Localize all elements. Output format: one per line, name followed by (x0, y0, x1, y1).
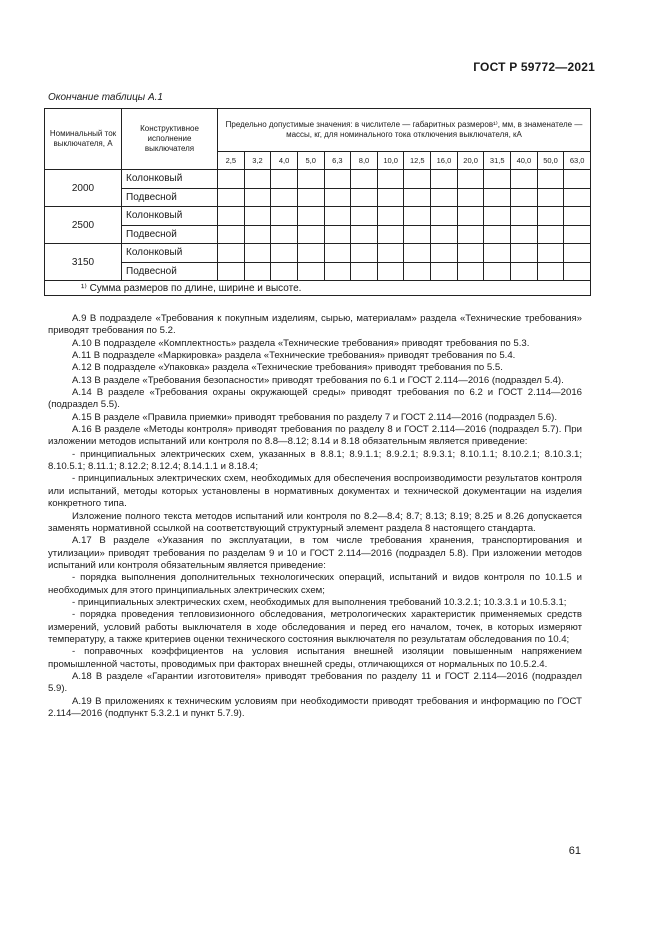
value-cell (431, 188, 458, 207)
breaking-current-cell: 16,0 (431, 151, 458, 169)
value-cell (218, 244, 245, 263)
value-cell (324, 262, 351, 281)
value-cell (457, 262, 484, 281)
value-cell (537, 244, 564, 263)
paragraph: А.15 В разделе «Правила приемки» приводят требования по разделу 7 и ГОСТ 2.114—2016 (подраздел 5.6). (72, 411, 557, 423)
breaking-current-cell: 4,0 (271, 151, 298, 169)
execution-cell: Колонковый (122, 244, 218, 263)
value-cell (484, 244, 511, 263)
paragraph: - принципиальных электрических схем, необходимых для выполнения требований 10.3.2.1; 10.3.3.1 и 10.5.3.1; (72, 596, 567, 608)
breaking-current-cell: 6,3 (324, 151, 351, 169)
value-cell (244, 207, 271, 226)
value-cell (377, 225, 404, 244)
value-cell (271, 225, 298, 244)
breaking-current-cell: 40,0 (511, 151, 538, 169)
paragraph: А.9 В подразделе «Требования к покупным изделиям, сырью, материалам» раздела «Технические требования» приводят требования по 5.2. (48, 313, 582, 337)
header-execution: Конструктивное исполнение выключателя (122, 109, 218, 170)
value-cell (271, 262, 298, 281)
value-cell (244, 170, 271, 189)
breaking-current-cell: 10,0 (377, 151, 404, 169)
table-caption: Окончание таблицы А.1 (48, 92, 163, 103)
breaking-current-cell: 2,5 (218, 151, 245, 169)
value-cell (218, 225, 245, 244)
value-cell (511, 188, 538, 207)
paragraph: А.12 В подразделе «Упаковка» раздела «Технические требования» приводят требования по 5.5. (72, 362, 503, 374)
value-cell (351, 262, 378, 281)
value-cell (457, 188, 484, 207)
execution-cell: Подвесной (122, 225, 218, 244)
breaking-current-cell: 12,5 (404, 151, 431, 169)
footnote-row (45, 281, 591, 296)
value-cell (244, 225, 271, 244)
value-cell (431, 207, 458, 226)
value-cell (511, 244, 538, 263)
paragraph: А.14 В разделе «Требования охраны окружающей среды» приводят требования по 6.2 и ГОСТ 2.114—2016 (подраздел 5.5). (48, 387, 582, 411)
value-cell (457, 244, 484, 263)
value-cell (351, 207, 378, 226)
value-cell (484, 225, 511, 244)
rated-current-cell: 2500 (45, 207, 122, 244)
body-text (48, 313, 582, 720)
value-cell (564, 262, 591, 281)
value-cell (564, 244, 591, 263)
value-cell (377, 170, 404, 189)
value-cell (297, 225, 324, 244)
value-cell (511, 262, 538, 281)
value-cell (324, 170, 351, 189)
value-cell (564, 188, 591, 207)
table-row (45, 188, 591, 207)
paragraph: - принципиальных электрических схем, необходимых для обеспечения воспроизводимости результатов контроля или испытаний, методы которых установлены в нормативных документах и технической документации на изделия конкретного типа. (48, 473, 582, 510)
value-cell (244, 244, 271, 263)
breaking-current-cell: 3,2 (244, 151, 271, 169)
value-cell (404, 207, 431, 226)
value-cell (244, 188, 271, 207)
paragraph: - порядка проведения тепловизионного обследования, метрологических характеристик применяемых средств измерений, условий работы выключателя в ходе обследования и перед его началом, точек, в которых измеряют температуру, а также критериев оценки технического состояния выключателя по результатам обследования по 10.4; (48, 609, 582, 645)
value-cell (324, 244, 351, 263)
value-cell (218, 207, 245, 226)
table-header-row (45, 109, 591, 152)
value-cell (537, 262, 564, 281)
value-cell (537, 207, 564, 226)
rated-current-cell: 3150 (45, 244, 122, 281)
value-cell (351, 170, 378, 189)
execution-cell: Подвесной (122, 262, 218, 281)
value-cell (297, 207, 324, 226)
value-cell (218, 170, 245, 189)
value-cell (351, 244, 378, 263)
table-row (45, 225, 591, 244)
table-row (45, 262, 591, 281)
value-cell (351, 225, 378, 244)
value-cell (404, 170, 431, 189)
paragraph: А.17 В разделе «Указания по эксплуатации, в том числе требования хранения, транспортирования и утилизации» приводят требования по разделам 9 и 10 и ГОСТ 2.114—2016 (подраздел 5.8). При изложении методов испытаний или контроля обязательным является приведение: (48, 535, 582, 571)
paragraph: А.18 В разделе «Гарантии изготовителя» приводят требования по разделу 11 и ГОСТ 2.114—2016 (подраздел 5.9). (48, 670, 582, 695)
table-footnote: ¹⁾ Сумма размеров по длине, ширине и высоте. (45, 281, 591, 296)
value-cell (484, 188, 511, 207)
value-cell (351, 188, 378, 207)
table-row (45, 244, 591, 263)
value-cell (271, 170, 298, 189)
value-cell (564, 225, 591, 244)
paragraph: А.11 В подразделе «Маркировка» раздела «Технические требования» приводят требования по 5.4. (72, 350, 516, 362)
breaking-current-cell: 31,5 (484, 151, 511, 169)
value-cell (457, 207, 484, 226)
value-cell (457, 225, 484, 244)
value-cell (404, 262, 431, 281)
value-cell (271, 244, 298, 263)
value-cell (324, 225, 351, 244)
execution-cell: Подвесной (122, 188, 218, 207)
value-cell (271, 188, 298, 207)
dimensions-table (44, 108, 591, 296)
value-cell (404, 244, 431, 263)
value-cell (431, 170, 458, 189)
value-cell (377, 262, 404, 281)
paragraph: А.19 В приложениях к техническим условиям при необходимости приводят требования и информацию по ГОСТ 2.114—2016 (подпункт 5.3.2.1 и пункт 5.7.9). (48, 695, 582, 719)
standard-designation: ГОСТ Р 59772—2021 (473, 60, 595, 74)
paragraph: А.16 В разделе «Методы контроля» приводят требования по разделу 8 и ГОСТ 2.114—2016 (подраздел 5.7). При изложении методов испытаний или контроля по 8.8—8.12; 8.14 и 8.18 обязательным является приведение: (48, 424, 582, 448)
value-cell (377, 244, 404, 263)
value-cell (484, 262, 511, 281)
table-row (45, 170, 591, 189)
page-number: 61 (568, 845, 581, 857)
value-cell (244, 262, 271, 281)
value-cell (564, 207, 591, 226)
value-cell (564, 170, 591, 189)
value-cell (484, 207, 511, 226)
value-cell (537, 188, 564, 207)
header-limits: Предельно допустимые значения: в числителе — габаритных размеров¹⁾, мм, в знаменателе — массы, кг, для номинального тока отключения выключателя, кА (218, 109, 591, 152)
value-cell (324, 188, 351, 207)
value-cell (404, 225, 431, 244)
breaking-current-cell: 63,0 (564, 151, 591, 169)
value-cell (297, 188, 324, 207)
paragraph: - поправочных коэффициентов на условия испытания внешней изоляции повышенным напряжением промышленной частоты, проводимых при факторах внешней среды, отличающихся от нормальных по 10.5.2.4. (48, 646, 582, 670)
value-cell (271, 207, 298, 226)
value-cell (297, 170, 324, 189)
breaking-current-cell: 50,0 (537, 151, 564, 169)
value-cell (431, 262, 458, 281)
breaking-current-cell: 8,0 (351, 151, 378, 169)
value-cell (377, 207, 404, 226)
paragraph: Изложение полного текста методов испытаний или контроля по 8.2—8.4; 8.7; 8.13; 8.19; 8.25 и 8.26 допускается заменять нормативной ссылкой на соответствующий структурный элемент раздела 8 настоящего стандарта. (48, 510, 582, 534)
value-cell (297, 262, 324, 281)
execution-cell: Колонковый (122, 170, 218, 189)
value-cell (377, 188, 404, 207)
value-cell (484, 170, 511, 189)
rated-current-cell: 2000 (45, 170, 122, 207)
value-cell (511, 170, 538, 189)
header-rated-current: Номинальный ток выключателя, А (45, 109, 122, 170)
value-cell (457, 170, 484, 189)
value-cell (537, 225, 564, 244)
execution-cell: Колонковый (122, 207, 218, 226)
value-cell (511, 207, 538, 226)
value-cell (297, 244, 324, 263)
value-cell (324, 207, 351, 226)
value-cell (404, 188, 431, 207)
paragraph: А.10 В подразделе «Комплектность» раздела «Технические требования» приводят требования по 5.3. (72, 337, 530, 349)
value-cell (537, 170, 564, 189)
value-cell (218, 262, 245, 281)
paragraph: - порядка выполнения дополнительных технологических операций, испытаний и видов контроля по 10.1.5 и необходимых для этого принципиальных электрических схем; (48, 572, 582, 596)
value-cell (431, 244, 458, 263)
breaking-current-cell: 20,0 (457, 151, 484, 169)
paragraph: - принципиальных электрических схем, указанных в 8.8.1; 8.9.1.1; 8.9.2.1; 8.9.3.1; 8.10.1.1; 8.10.2.1; 8.10.3.1; 8.10.5.1; 8.11.1; 8.12.2; 8.12.4; 8.14.1.1 и 8.18.4; (48, 448, 582, 473)
table-row (45, 207, 591, 226)
breaking-current-cell: 5,0 (297, 151, 324, 169)
paragraph: А.13 В разделе «Требования безопасности» приводят требования по 6.1 и ГОСТ 2.114—2016 (подраздел 5.4). (72, 374, 564, 386)
value-cell (218, 188, 245, 207)
value-cell (431, 225, 458, 244)
value-cell (511, 225, 538, 244)
